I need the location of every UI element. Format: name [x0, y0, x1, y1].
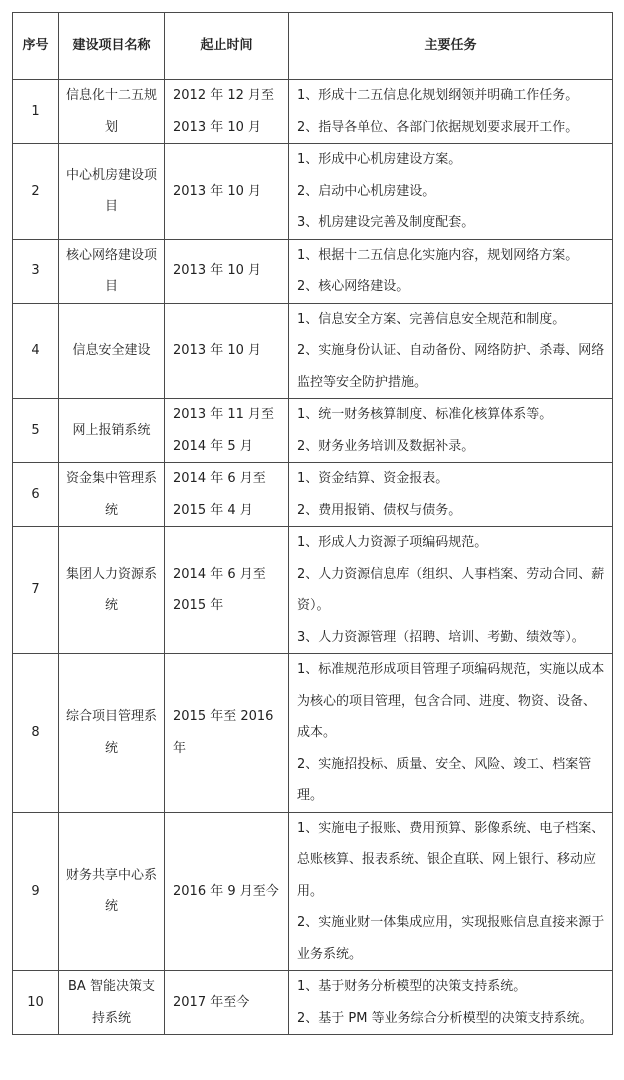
project-tasks — [289, 144, 613, 240]
table-row — [13, 527, 613, 654]
project-name: 网上报销系统 — [59, 399, 165, 463]
task-item: 2、实施身份认证、自动备份、网络防护、杀毒、网络监控等安全防护措施。 — [297, 343, 605, 390]
table-row — [13, 144, 613, 240]
task-item: 1、根据十二五信息化实施内容，规划网络方案。 — [297, 247, 579, 263]
project-period: 2016 年 9 月至今 — [165, 812, 289, 971]
project-name: 核心网络建设项目 — [59, 239, 165, 303]
project-name: 信息安全建设 — [59, 303, 165, 399]
project-name: 集团人力资源系统 — [59, 527, 165, 654]
row-number: 8 — [13, 654, 59, 813]
project-period: 2015 年至 2016 年 — [165, 654, 289, 813]
table-row — [13, 303, 613, 399]
task-item: 2、实施业财一体集成应用，实现报账信息直接来源于业务系统。 — [297, 915, 605, 962]
project-tasks — [289, 399, 613, 463]
row-number: 3 — [13, 239, 59, 303]
project-period: 2013 年 10 月 — [165, 144, 289, 240]
task-item: 2、财务业务培训及数据补录。 — [297, 438, 475, 454]
task-item: 3、人力资源管理（招聘、培训、考勤、绩效等）。 — [297, 629, 585, 645]
table-row — [13, 80, 613, 144]
task-item: 2、费用报销、债权与债务。 — [297, 502, 462, 518]
project-tasks — [289, 971, 613, 1035]
header-name: 建设项目名称 — [59, 13, 165, 80]
project-name: 财务共享中心系统 — [59, 812, 165, 971]
task-item: 1、资金结算、资金报表。 — [297, 471, 449, 486]
row-number: 10 — [13, 971, 59, 1035]
row-number: 7 — [13, 527, 59, 654]
task-item: 1、统一财务核算制度、标准化核算体系等。 — [297, 407, 553, 422]
task-item: 2、指导各单位、各部门依据规划要求展开工作。 — [297, 119, 579, 135]
table-row — [13, 812, 613, 971]
project-tasks — [289, 654, 613, 813]
project-name: 资金集中管理系统 — [59, 463, 165, 527]
table-row — [13, 399, 613, 463]
task-item: 1、形成中心机房建设方案。 — [297, 152, 462, 167]
project-tasks — [289, 303, 613, 399]
project-name: 综合项目管理系统 — [59, 654, 165, 813]
task-item: 3、机房建设完善及制度配套。 — [297, 215, 475, 230]
task-item: 1、基于财务分析模型的决策支持系统。 — [297, 979, 527, 994]
task-item: 1、标准规范形成项目管理子项编码规范，实施以成本为核心的项目管理，包含合同、进度、物资、设备、成本。 — [297, 662, 605, 740]
task-item: 2、核心网络建设。 — [297, 279, 410, 294]
project-period: 2013 年 10 月 — [165, 239, 289, 303]
row-number: 6 — [13, 463, 59, 527]
task-item: 1、形成人力资源子项编码规范。 — [297, 535, 488, 550]
table-row — [13, 971, 613, 1035]
task-item: 1、实施电子报账、费用预算、影像系统、电子档案、总账核算、报表系统、银企直联、网上银行、移动应用。 — [297, 820, 605, 899]
row-number: 1 — [13, 80, 59, 144]
project-period: 2017 年至今 — [165, 971, 289, 1035]
header-time: 起止时间 — [165, 13, 289, 80]
table-header-row — [13, 13, 613, 80]
project-tasks — [289, 812, 613, 971]
project-plan-table — [12, 12, 613, 1035]
project-tasks — [289, 463, 613, 527]
task-item: 2、实施招投标、质量、安全、风险、竣工、档案管理。 — [297, 756, 592, 803]
row-number: 9 — [13, 812, 59, 971]
row-number: 5 — [13, 399, 59, 463]
project-name: 中心机房建设项目 — [59, 144, 165, 240]
project-period: 2012 年 12 月至 2013 年 10 月 — [165, 80, 289, 144]
task-item: 2、启动中心机房建设。 — [297, 183, 436, 199]
row-number: 2 — [13, 144, 59, 240]
project-tasks — [289, 527, 613, 654]
project-name: 信息化十二五规划 — [59, 80, 165, 144]
header-tasks: 主要任务 — [289, 13, 613, 80]
project-period: 2014 年 6 月至 2015 年 — [165, 527, 289, 654]
table-row — [13, 654, 613, 813]
project-name: BA 智能决策支持系统 — [59, 971, 165, 1035]
project-period: 2013 年 10 月 — [165, 303, 289, 399]
project-tasks — [289, 239, 613, 303]
table-row — [13, 239, 613, 303]
task-item: 1、信息安全方案、完善信息安全规范和制度。 — [297, 311, 566, 327]
project-tasks — [289, 80, 613, 144]
project-period: 2013 年 11 月至 2014 年 5 月 — [165, 399, 289, 463]
task-item: 2、人力资源信息库（组织、人事档案、劳动合同、薪资）。 — [297, 566, 605, 613]
project-period: 2014 年 6 月至 2015 年 4 月 — [165, 463, 289, 527]
row-number: 4 — [13, 303, 59, 399]
table-row — [13, 463, 613, 527]
task-item: 2、基于 PM 等业务综合分析模型的决策支持系统。 — [297, 1010, 593, 1026]
task-item: 1、形成十二五信息化规划纲领并明确工作任务。 — [297, 88, 579, 103]
header-no: 序号 — [13, 13, 59, 80]
